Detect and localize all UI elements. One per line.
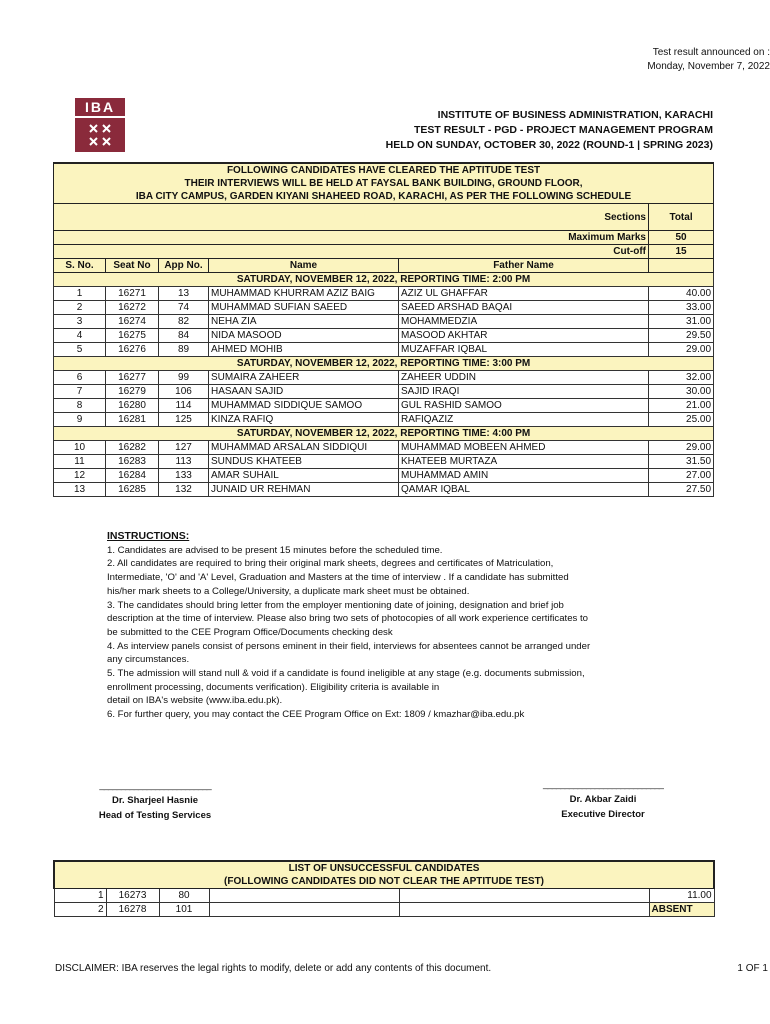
name-cell bbox=[209, 889, 399, 903]
signature-left bbox=[85, 778, 225, 823]
name-cell: MUHAMMAD SUFIAN SAEED bbox=[209, 301, 399, 315]
col-seat: Seat No bbox=[106, 259, 159, 273]
schedule-title: SATURDAY, NOVEMBER 12, 2022, REPORTING TIME: 3:00 PM bbox=[54, 357, 714, 371]
iba-logo bbox=[75, 98, 125, 152]
table-row bbox=[54, 343, 714, 357]
signatory-name: Dr. Sharjeel Hasnie bbox=[111, 795, 199, 806]
app-cell: 99 bbox=[159, 371, 209, 385]
seat-cell: 16285 bbox=[106, 483, 159, 497]
app-cell: 133 bbox=[159, 469, 209, 483]
father-cell: MASOOD AKHTAR bbox=[399, 329, 649, 343]
father-cell: GUL RASHID SAMOO bbox=[399, 399, 649, 413]
total-cell: 29.50 bbox=[649, 329, 714, 343]
schedule-header-row bbox=[54, 357, 714, 371]
name-cell: AMAR SUHAIL bbox=[209, 469, 399, 483]
seat-cell: 16280 bbox=[106, 399, 159, 413]
father-cell: MUHAMMAD MOBEEN AHMED bbox=[399, 441, 649, 455]
sno-cell: 8 bbox=[54, 399, 106, 413]
father-cell: QAMAR IQBAL bbox=[399, 483, 649, 497]
page-number: 1 OF 1 bbox=[737, 963, 768, 974]
instruction-line: enrollment processing, documents verification). Eligibility criteria is available in bbox=[107, 681, 440, 693]
table-row bbox=[54, 301, 714, 315]
app-cell: 113 bbox=[159, 455, 209, 469]
signatory-title: Executive Director bbox=[561, 809, 645, 820]
app-cell: 84 bbox=[159, 329, 209, 343]
total-label: Total bbox=[649, 204, 714, 231]
notice-line-1: FOLLOWING CANDIDATES HAVE CLEARED THE APTITUDE TEST bbox=[54, 163, 714, 177]
unsuccessful-rows bbox=[54, 889, 714, 917]
total-cell: ABSENT bbox=[649, 903, 714, 917]
logo-emblem-icon bbox=[75, 118, 125, 152]
father-cell: RAFIQAZIZ bbox=[399, 413, 649, 427]
announcement-line-1: Test result announced on : bbox=[652, 47, 770, 58]
maximum-marks-label: Maximum Marks bbox=[54, 231, 649, 245]
signature-right bbox=[528, 777, 678, 822]
table-row bbox=[54, 483, 714, 497]
app-cell: 125 bbox=[159, 413, 209, 427]
total-cell: 29.00 bbox=[649, 343, 714, 357]
sno-cell: 1 bbox=[54, 287, 106, 301]
seat-cell: 16282 bbox=[106, 441, 159, 455]
seat-cell: 16276 bbox=[106, 343, 159, 357]
app-cell: 89 bbox=[159, 343, 209, 357]
table-row bbox=[54, 329, 714, 343]
col-father: Father Name bbox=[399, 259, 649, 273]
sno-cell: 2 bbox=[54, 903, 106, 917]
name-cell: HASAAN SAJID bbox=[209, 385, 399, 399]
app-cell: 74 bbox=[159, 301, 209, 315]
seat-cell: 16279 bbox=[106, 385, 159, 399]
logo-text: IBA bbox=[75, 98, 125, 116]
total-cell: 27.00 bbox=[649, 469, 714, 483]
seat-cell: 16273 bbox=[106, 889, 159, 903]
test-date: HELD ON SUNDAY, OCTOBER 30, 2022 (ROUND-1 | SPRING 2023) bbox=[385, 139, 713, 151]
sno-cell: 9 bbox=[54, 413, 106, 427]
sno-cell: 7 bbox=[54, 385, 106, 399]
total-cell: 33.00 bbox=[649, 301, 714, 315]
test-title: TEST RESULT - PGD - PROJECT MANAGEMENT PROGRAM bbox=[413, 124, 713, 136]
schedule-title: SATURDAY, NOVEMBER 12, 2022, REPORTING TIME: 4:00 PM bbox=[54, 427, 714, 441]
schedule-title: SATURDAY, NOVEMBER 12, 2022, REPORTING TIME: 2:00 PM bbox=[54, 273, 714, 287]
seat-cell: 16283 bbox=[106, 455, 159, 469]
app-cell: 127 bbox=[159, 441, 209, 455]
total-cell: 29.00 bbox=[649, 441, 714, 455]
name-cell: NIDA MASOOD bbox=[209, 329, 399, 343]
cutoff-value: 15 bbox=[649, 245, 714, 259]
total-cell: 30.00 bbox=[649, 385, 714, 399]
sno-cell: 4 bbox=[54, 329, 106, 343]
unsuccessful-title: LIST OF UNSUCCESSFUL CANDIDATES bbox=[54, 861, 714, 875]
schedule-header-row bbox=[54, 427, 714, 441]
sno-cell: 10 bbox=[54, 441, 106, 455]
father-cell: MUZAFFAR IQBAL bbox=[399, 343, 649, 357]
results-table bbox=[53, 162, 714, 497]
signature-line: __________________________ bbox=[99, 780, 211, 791]
col-app: App No. bbox=[159, 259, 209, 273]
total-cell: 11.00 bbox=[649, 889, 714, 903]
cutoff-label: Cut-off bbox=[54, 245, 649, 259]
seat-cell: 16274 bbox=[106, 315, 159, 329]
name-cell: MUHAMMAD KHURRAM AZIZ BAIG bbox=[209, 287, 399, 301]
sno-cell: 2 bbox=[54, 301, 106, 315]
instruction-line: Intermediate, 'O' and 'A' Level, Graduation and Masters at the time of interview . If a candidate has submitted bbox=[107, 572, 569, 584]
sno-cell: 6 bbox=[54, 371, 106, 385]
instruction-line: description at the time of interview. Please also bring two sets of photocopies of all work experience certificates to bbox=[107, 613, 588, 625]
father-cell: SAJID IRAQI bbox=[399, 385, 649, 399]
total-cell: 31.50 bbox=[649, 455, 714, 469]
instructions-list bbox=[107, 544, 667, 722]
table-row bbox=[54, 413, 714, 427]
instruction-line: 6. For further query, you may contact the CEE Program Office on Ext: 1809 / kmazhar@iba.edu.pk bbox=[107, 709, 525, 721]
document-heading bbox=[293, 108, 713, 153]
col-sno: S. No. bbox=[54, 259, 106, 273]
instruction-line: be submitted to the CEE Program Office/Documents checking desk bbox=[107, 626, 393, 638]
disclaimer: DISCLAIMER: IBA reserves the legal rights to modify, delete or add any contents of this document. bbox=[55, 963, 492, 974]
table-row bbox=[54, 441, 714, 455]
app-cell: 80 bbox=[159, 889, 209, 903]
father-cell: MOHAMMEDZIA bbox=[399, 315, 649, 329]
father-cell: KHATEEB MURTAZA bbox=[399, 455, 649, 469]
seat-cell: 16284 bbox=[106, 469, 159, 483]
announcement bbox=[570, 46, 770, 74]
notice-line-2: THEIR INTERVIEWS WILL BE HELD AT FAYSAL BANK BUILDING, GROUND FLOOR, bbox=[54, 177, 714, 190]
col-name: Name bbox=[209, 259, 399, 273]
instruction-line: his/her mark sheets to a College/University, a duplicate mark sheet must be obtained. bbox=[107, 585, 470, 597]
instruction-line: 4. As interview panels consist of persons eminent in their field, interviews for absentees cannot be arranged under bbox=[107, 640, 591, 652]
table-row bbox=[54, 315, 714, 329]
notice-line-3: IBA CITY CAMPUS, GARDEN KIYANI SHAHEED ROAD, KARACHI, AS PER THE FOLLOWING SCHEDULE bbox=[54, 190, 714, 204]
table-row bbox=[54, 889, 714, 903]
instructions-title: INSTRUCTIONS: bbox=[107, 530, 190, 542]
name-cell: SUNDUS KHATEEB bbox=[209, 455, 399, 469]
seat-cell: 16281 bbox=[106, 413, 159, 427]
institute-name: INSTITUTE OF BUSINESS ADMINISTRATION, KARACHI bbox=[437, 109, 713, 121]
father-cell: ZAHEER UDDIN bbox=[399, 371, 649, 385]
app-cell: 101 bbox=[159, 903, 209, 917]
unsuccessful-subtitle: (FOLLOWING CANDIDATES DID NOT CLEAR THE APTITUDE TEST) bbox=[54, 875, 714, 889]
table-row bbox=[54, 455, 714, 469]
father-cell bbox=[399, 889, 649, 903]
seat-cell: 16272 bbox=[106, 301, 159, 315]
signatory-name: Dr. Akbar Zaidi bbox=[569, 794, 637, 805]
table-row bbox=[54, 287, 714, 301]
instruction-line: 1. Candidates are advised to be present 15 minutes before the scheduled time. bbox=[107, 544, 443, 556]
father-cell: MUHAMMAD AMIN bbox=[399, 469, 649, 483]
instructions bbox=[107, 530, 667, 722]
name-cell bbox=[209, 903, 399, 917]
father-cell bbox=[399, 903, 649, 917]
table-row bbox=[54, 903, 714, 917]
col-total-blank bbox=[649, 259, 714, 273]
app-cell: 106 bbox=[159, 385, 209, 399]
total-cell: 32.00 bbox=[649, 371, 714, 385]
table-row bbox=[54, 399, 714, 413]
signatory-title: Head of Testing Services bbox=[98, 810, 212, 821]
app-cell: 114 bbox=[159, 399, 209, 413]
instruction-line: 2. All candidates are required to bring their original mark sheets, degrees and certificates of Matriculation, bbox=[107, 558, 554, 570]
announcement-date: Monday, November 7, 2022 bbox=[647, 61, 770, 72]
schedule-header-row bbox=[54, 273, 714, 287]
father-cell: SAEED ARSHAD BAQAI bbox=[399, 301, 649, 315]
instruction-line: detail on IBA's website (www.iba.edu.pk). bbox=[107, 695, 283, 707]
sections-label: Sections bbox=[54, 204, 649, 231]
name-cell: MUHAMMAD ARSALAN SIDDIQUI bbox=[209, 441, 399, 455]
instruction-line: 5. The admission will stand null & void if a candidate is found ineligible at any stage (e.g. documents submission, bbox=[107, 668, 585, 680]
sno-cell: 13 bbox=[54, 483, 106, 497]
name-cell: AHMED MOHIB bbox=[209, 343, 399, 357]
total-cell: 27.50 bbox=[649, 483, 714, 497]
column-header-row bbox=[54, 259, 714, 273]
name-cell: JUNAID UR REHMAN bbox=[209, 483, 399, 497]
total-cell: 31.00 bbox=[649, 315, 714, 329]
seat-cell: 16277 bbox=[106, 371, 159, 385]
name-cell: NEHA ZIA bbox=[209, 315, 399, 329]
candidate-groups bbox=[54, 273, 714, 497]
instruction-line: 3. The candidates should bring letter from the employer mentioning date of joining, designation and brief job bbox=[107, 599, 564, 611]
app-cell: 82 bbox=[159, 315, 209, 329]
total-cell: 21.00 bbox=[649, 399, 714, 413]
father-cell: AZIZ UL GHAFFAR bbox=[399, 287, 649, 301]
sno-cell: 11 bbox=[54, 455, 106, 469]
unsuccessful-table bbox=[53, 860, 715, 917]
seat-cell: 16275 bbox=[106, 329, 159, 343]
instruction-line: any circumstances. bbox=[107, 654, 190, 666]
total-cell: 25.00 bbox=[649, 413, 714, 427]
name-cell: KINZA RAFIQ bbox=[209, 413, 399, 427]
name-cell: SUMAIRA ZAHEER bbox=[209, 371, 399, 385]
seat-cell: 16271 bbox=[106, 287, 159, 301]
sno-cell: 1 bbox=[54, 889, 106, 903]
app-cell: 132 bbox=[159, 483, 209, 497]
sno-cell: 12 bbox=[54, 469, 106, 483]
maximum-marks-value: 50 bbox=[649, 231, 714, 245]
sno-cell: 3 bbox=[54, 315, 106, 329]
table-row bbox=[54, 385, 714, 399]
sno-cell: 5 bbox=[54, 343, 106, 357]
seat-cell: 16278 bbox=[106, 903, 159, 917]
table-row bbox=[54, 371, 714, 385]
signature-line: ____________________________ bbox=[543, 779, 663, 790]
table-row bbox=[54, 469, 714, 483]
app-cell: 13 bbox=[159, 287, 209, 301]
total-cell: 40.00 bbox=[649, 287, 714, 301]
name-cell: MUHAMMAD SIDDIQUE SAMOO bbox=[209, 399, 399, 413]
